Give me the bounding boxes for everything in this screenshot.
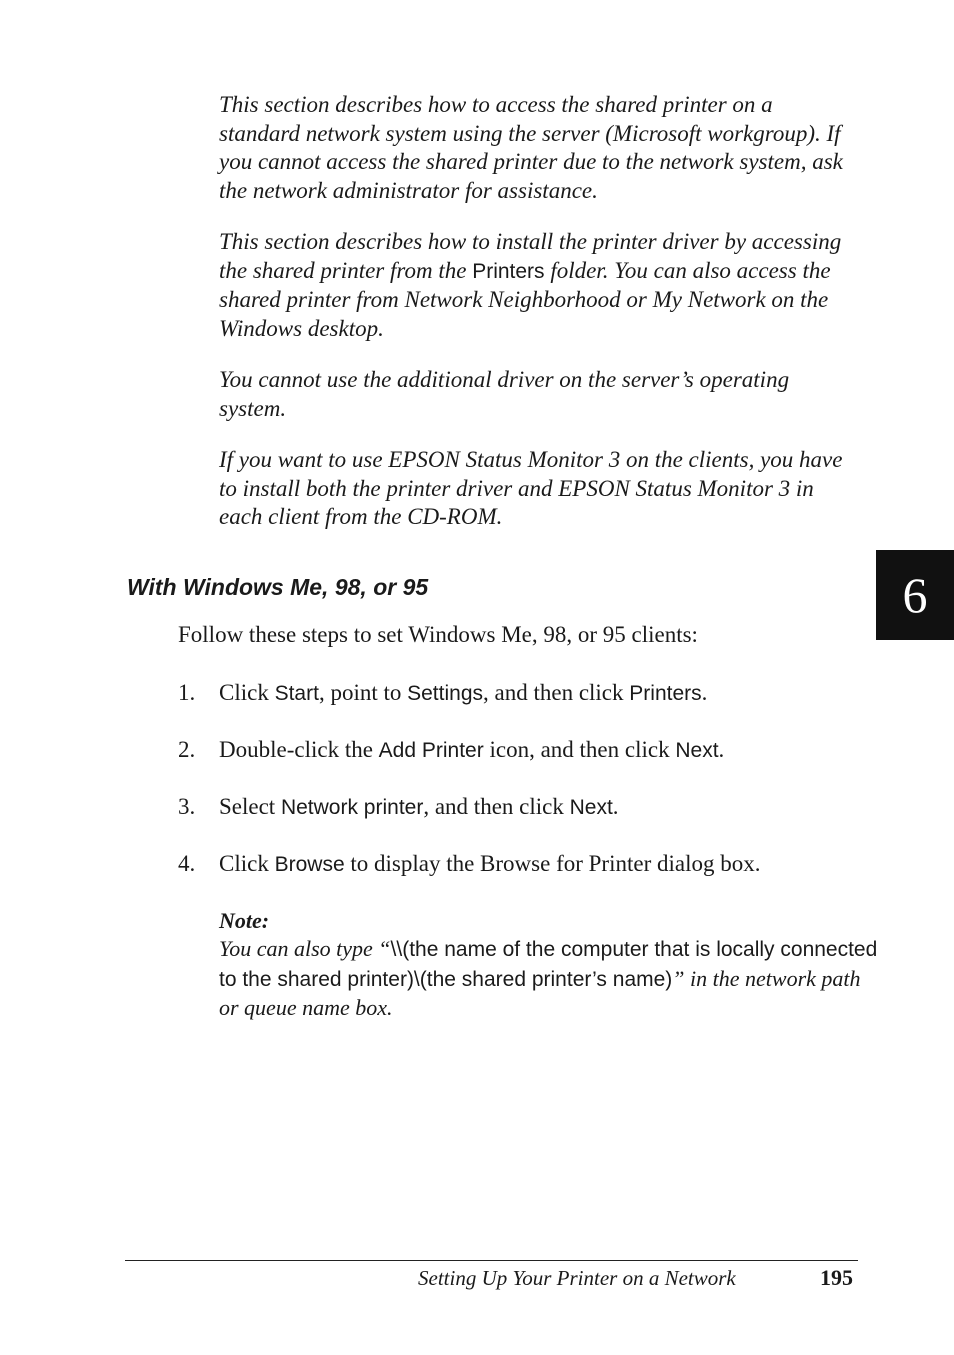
step-text: , point to: [318, 680, 408, 705]
add-printer-term: Add Printer: [378, 739, 484, 762]
step-text: .: [718, 737, 725, 762]
page-number: 195: [820, 1265, 853, 1290]
footer-title: Setting Up Your Printer on a Network: [418, 1266, 736, 1290]
chapter-tab: 6: [876, 550, 954, 640]
settings-term: Settings: [407, 682, 484, 705]
step-text: Select: [219, 794, 281, 819]
step-number: 2.: [178, 737, 196, 762]
next-term: Next: [675, 739, 719, 762]
step-number: 1.: [178, 680, 196, 705]
step-text: .: [701, 680, 708, 705]
step-text: icon, and then click: [483, 737, 676, 762]
printers-folder-term: Printers: [472, 259, 545, 283]
step-2: [178, 736, 878, 793]
note-body: [219, 935, 879, 1023]
section-heading: With Windows Me, 98, or 95: [127, 574, 429, 600]
step-text: , and then click: [483, 680, 630, 705]
step-number: 3.: [178, 794, 196, 819]
network-printer-term: Network printer: [280, 796, 424, 819]
notes-section: [219, 91, 859, 555]
note-text-b: ” in the network path or queue name box.: [219, 965, 861, 1020]
step-text: to display the Browse for Printer dialog box.: [344, 851, 761, 876]
step-1: [178, 679, 878, 736]
step-number: 4.: [178, 851, 196, 876]
note-paragraph-2-text-b: folder. You can also access the shared printer from Network Neighborhood or My Network on the Windows desktop.: [219, 257, 831, 341]
note-block: [219, 907, 879, 1023]
step-3: [178, 793, 878, 850]
intro-text: Follow these steps to set Windows Me, 98, or 95 clients:: [178, 622, 698, 647]
step-text: Click: [219, 851, 275, 876]
start-term: Start: [274, 682, 319, 705]
step-4: [178, 850, 878, 907]
note-paragraph-4: If you want to use EPSON Status Monitor 3 on the clients, you have to install both the printer driver and EPSON Status Monitor 3 in each client from the CD-ROM.: [219, 447, 843, 529]
note-paragraph-2-text-a: This section describes how to install the printer driver by accessing the shared printer from the: [219, 229, 842, 283]
note-title: Note:: [219, 908, 270, 933]
footer-divider: [125, 1260, 858, 1261]
note-paragraph-1: This section describes how to access the shared printer on a standard network system using the server (Microsoft workgroup). If you cannot access the shared printer due to the network system, ask the network administrator for assistance.: [219, 92, 843, 203]
printers-term: Printers: [629, 682, 702, 705]
browse-term: Browse: [274, 853, 345, 876]
note-paragraph-2: [219, 228, 859, 343]
step-text: , and then click: [423, 794, 570, 819]
network-path-term: \\(the name of the computer that is locally connected to the shared printer)\(the shared printer’s name): [219, 938, 878, 991]
note-paragraph-3: You cannot use the additional driver on the server’s operating system.: [219, 367, 790, 421]
step-text: Double-click the: [219, 737, 379, 762]
steps-list: [178, 679, 878, 907]
step-text: Click: [219, 680, 275, 705]
note-text-a: You can also type “: [219, 936, 391, 961]
step-text: .: [612, 794, 619, 819]
next-term: Next: [569, 796, 613, 819]
